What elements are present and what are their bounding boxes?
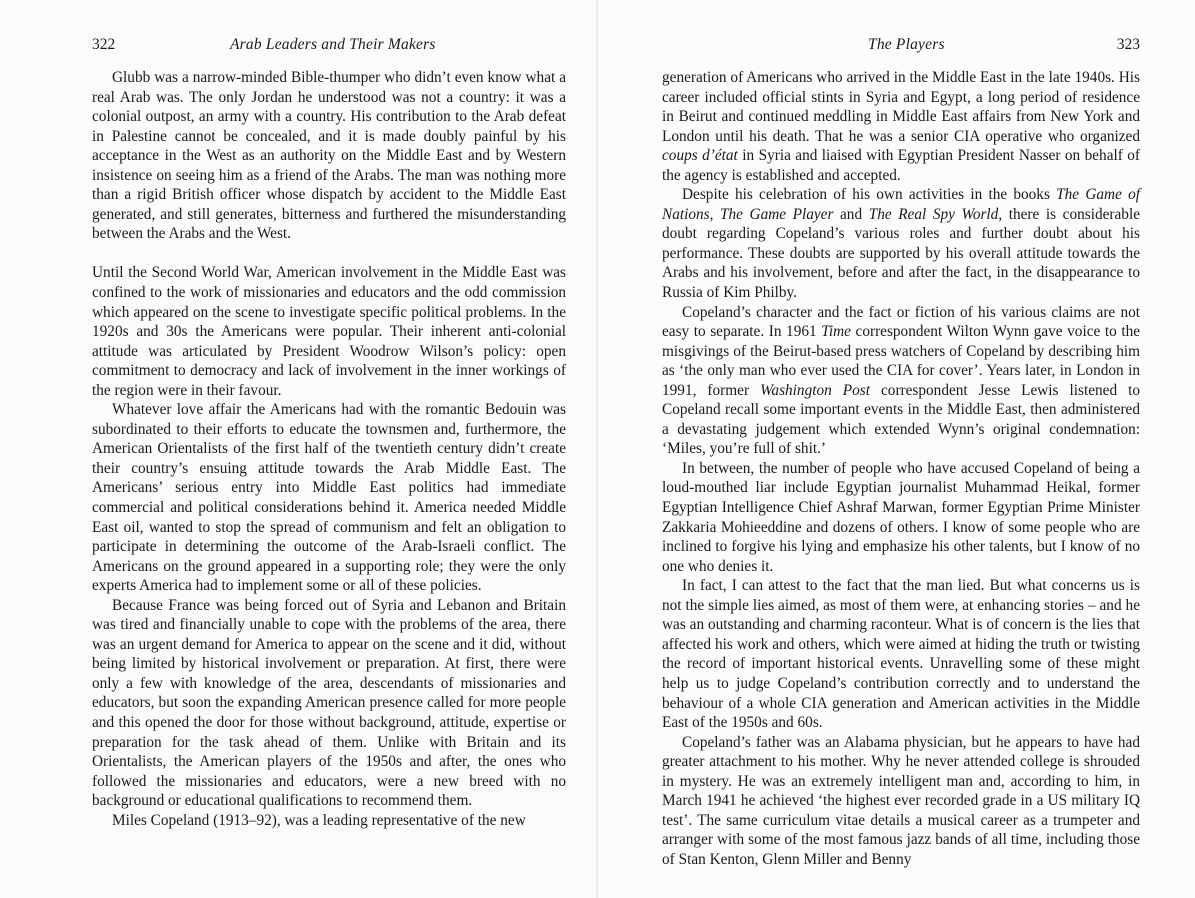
text-run: , [709,205,721,223]
text-run: correspondent Wilton Wynn gave voice to the misgivings of the Beirut-based press watchers of Copeland by describing him as ‘the only man who ever used the CIA for cover’. Years later, in London in 1991, former [662,323,1141,399]
paragraph [662,68,1140,185]
paragraph: Copeland’s father was an Alabama physician, but he appears to have had greater attachment to his mother. Why he never attended college is shrouded in mystery. He was an extremely intelligent man and, according to him, in March 1941 he achieved ‘the highest ever recorded grade in a US military IQ test’. The same curriculum vitae details a musical career as a trumpeter and arranger with some of the most famous jazz bands of all time, including those of Stan Kenton, Glenn Miller and Benny [662,733,1140,868]
text-run: generation of Americans who arrived in the Middle East in the late 1940s. His career included official stints in Syria and Egypt, a long period of residence in Beirut and continued meddling in Middle East affairs from New York and London until his death. That he was a senior CIA operative who organized [662,69,1140,145]
right-page [598,0,1195,898]
paragraph [662,185,1140,302]
left-page-header [92,34,564,56]
book-title: The Game Player [720,205,834,223]
running-title: Arab Leaders and Their Makers [230,36,436,53]
left-page-body [92,68,566,830]
paragraph: Because France was being forced out of Syria and Lebanon and Britain was tired and financially unable to cope with the problems of the area, there was an urgent demand for America to appear on the scene and it did, without being limited by historical involvement or preparation. At first, there were only a few with knowledge of the area, descendants of missionaries and educators, but soon the expanding American presence called for more people and this opened the door for those without background, attitude, expertise or preparation for the task ahead of them. Unlike with Britain and its Orientalists, the American players of the 1950s and after, the ones who followed the missionaries and educators, were a new breed with no background or educational qualifications to recommend them. [92,596,566,810]
paragraph: Glubb was a narrow-minded Bible-thumper who didn’t even know what a real Arab was. The only Jordan he understood was not a country: it was a colonial outpost, an army with a country. His contribution to the Arab defeat in Palestine cannot be concealed, and it is made doubly painful by his acceptance in the West as an authority on the Middle East and by Western insistence on seeing him as a friend of the Arabs. The man was nothing more than a rigid British officer whose dispatch by accident to the Middle East generated, and still generates, bitterness and furthered the misunderstanding between the Arabs and the West. [92,69,566,243]
running-title: The Players [868,36,945,53]
text-run: in Syria and liaised with Egyptian President Nasser on behalf of the agency is established and accepted. [662,147,1140,184]
paragraph: Miles Copeland (1913–92), was a leading representative of the new [112,811,526,829]
book-title: The Game of Nations [662,186,1140,223]
right-page-body [662,68,1140,869]
paragraph: In between, the number of people who have accused Copeland of being a loud-mouthed liar include Egyptian journalist Muhammad Heikal, former Egyptian Intelligence Chief Ashraf Marwan, former Egyptian Prime Minister Zakkaria Mohieeddine and dozens of others. I know of some people who are inclined to forgive his lying and emphasize his other talents, but I know of no one who denies it. [662,459,1140,575]
italic-term: coups d’état [662,147,738,165]
paragraph: Until the Second World War, American involvement in the Middle East was confined to the work of missionaries and educators and the odd commission which appeared on the scene to investigate specific political problems. In the 1920s and 30s the Americans were popular. Their inherent anti-colonial attitude was articulated by President Woodrow Wilson’s policy: open commitment to democracy and lack of involvement in the inner workings of the region were in their favour. [92,264,566,399]
paragraph: In fact, I can attest to the fact that the man lied. But what concerns us is not the simple lies aimed, as most of them were, at enhancing stories – and he was an outstanding and charming raconteur. What is of concern is the lies that affected his work and others, which were aimed at hiding the truth or twisting the record of important historical events. Unravelling some of these might help us to judge Copeland’s contribution correctly and to understand the behaviour of a whole CIA generation and American activities in the Middle East of the 1950s and 60s. [662,577,1140,732]
book-title: The Real Spy World [868,205,999,223]
paragraph: Whatever love affair the Americans had with the romantic Bedouin was subordinated to their efforts to educate the townsmen and, furthermore, the American Orientalists of the first half of the twentieth century didn’t create their country’s ensuing attitude towards the Arab Middle East. The Americans’ serious entry into Middle East politics had immediate commercial and political considerations behind it. America needed Middle East oil, wanted to stop the spread of communism and felt an obligation to participate in determining the outcome of the Arab-Israeli conflict. The Americans on the ground appeared in a supporting role; they were the only experts America had to implement some or all of these policies. [92,401,566,595]
page-number: 323 [1116,36,1140,53]
text-run: Despite his celebration of his own activities in the books [682,186,1057,204]
text-run: correspondent Jesse Lewis listened to Copeland recall some important events in the Middle East, then administered a devastating judgement which extended Wynn’s original condemnation: ‘Miles, you’re full of shit.’ [662,381,1141,458]
paragraph [662,303,1140,459]
text-run: , there is considerable doubt regarding Copeland’s various roles and further doubt about his performance. These doubts are supported by his overall attitude towards the Arabs and his involvement, before and after the fact, in the disappearance to Russia of Kim Philby. [662,205,1140,302]
text-run: Copeland’s character and the fact or fiction of his various claims are not easy to separate. In 1961 [662,303,1140,341]
text-run: and [833,205,869,223]
publication-name: Washington Post [760,381,870,399]
right-page-header [664,34,1140,56]
publication-name: Time [821,323,851,341]
page-number: 322 [92,36,116,53]
